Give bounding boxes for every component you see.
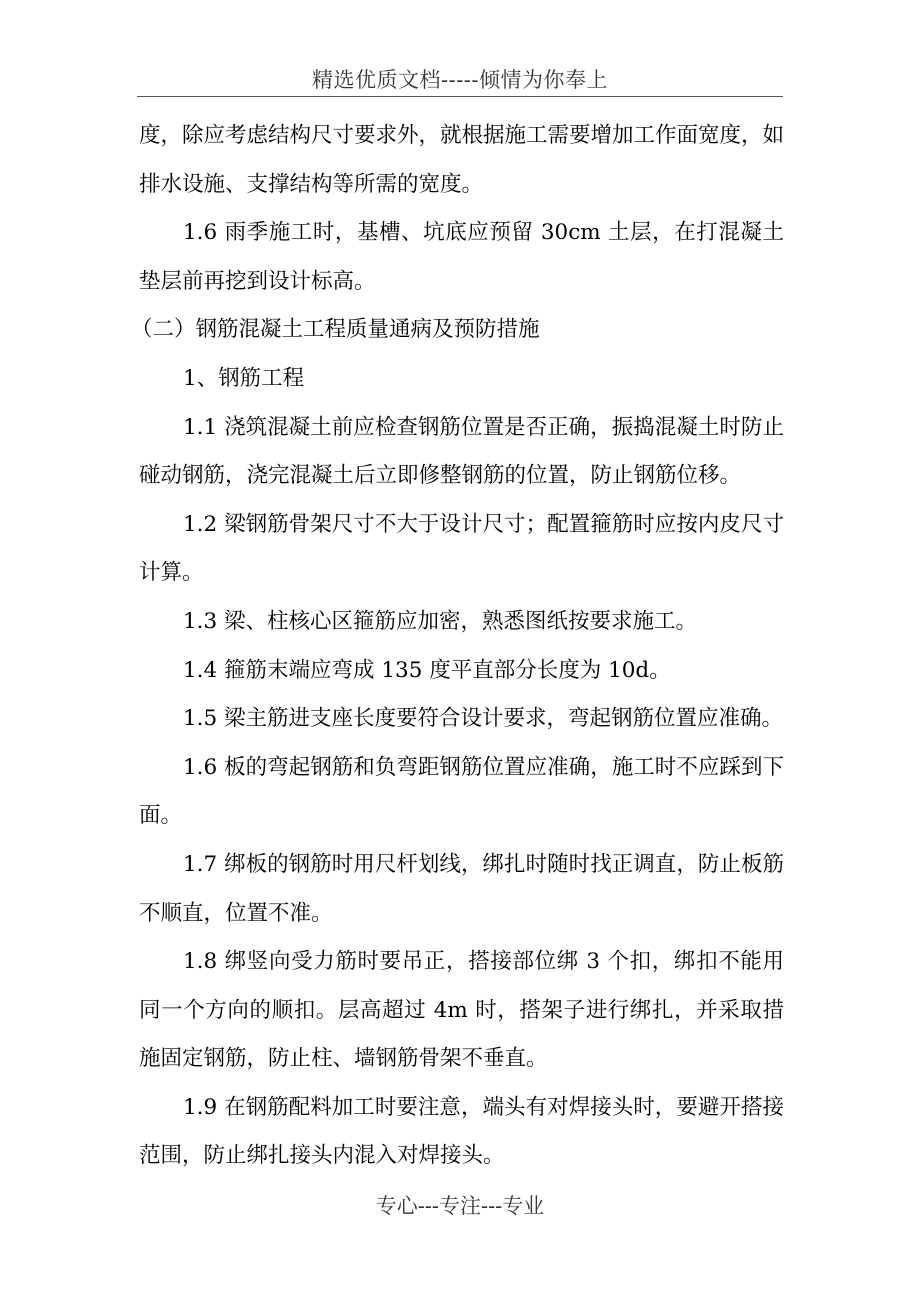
section-heading: （二）钢筋混凝土工程质量通病及预防措施 <box>131 317 540 343</box>
paragraph-1-3: 1.3 梁、柱核心区箍筋应加密，熟悉图纸按要求施工。 <box>183 608 698 634</box>
subsection-heading: 1、钢筋工程 <box>183 365 305 391</box>
paragraph-1-1: 1.1 浇筑混凝土前应检查钢筋位置是否正确，振捣混凝土时防止碰动钢筋，浇完混凝土后立即修整钢筋的位置，防止钢筋位移。 <box>139 414 784 489</box>
page-footer: 专心---专注---专业 <box>375 1194 545 1218</box>
paragraph-1-6: 1.6 板的弯起钢筋和负弯距钢筋位置应准确，施工时不应踩到下面。 <box>139 754 784 829</box>
page-header: 精选优质文档-----倾情为你奉上 <box>312 68 608 92</box>
paragraph-continuation: 度，除应考虑结构尺寸要求外，就根据施工需要增加工作面宽度，如排水设施、支撑结构等所需的宽度。 <box>139 123 785 197</box>
paragraph-1-5: 1.5 梁主筋进支座长度要符合设计要求，弯起钢筋位置应准确。 <box>183 706 784 732</box>
paragraph-1-8: 1.8 绑竖向受力筋时要吊正，搭接部位绑 3 个扣，绑扣不能用同一个方向的顺扣。层高超过 4m 时，搭架子进行绑扎，并采取措施固定钢筋，防止柱、墙钢筋骨架不垂直。 <box>139 949 784 1072</box>
paragraph-1-9: 1.9 在钢筋配料加工时要注意，端头有对焊接头时，要避开搭接范围，防止绑扎接头内混入对焊接头。 <box>139 1094 784 1169</box>
header-divider <box>137 96 783 97</box>
paragraph-1-6-rainy-season: 1.6 雨季施工时，基槽、坑底应预留 30cm 土层，在打混凝土垫层前再挖到设计标高。 <box>139 220 784 294</box>
paragraph-1-4: 1.4 箍筋末端应弯成 135 度平直部分长度为 10d。 <box>183 657 671 683</box>
paragraph-1-7: 1.7 绑板的钢筋时用尺杆划线，绑扎时随时找正调直，防止板筋不顺直，位置不准。 <box>139 851 784 926</box>
paragraph-1-2: 1.2 梁钢筋骨架尺寸不大于设计尺寸；配置箍筋时应按内皮尺寸计算。 <box>139 511 784 586</box>
document-body <box>131 112 785 1181</box>
